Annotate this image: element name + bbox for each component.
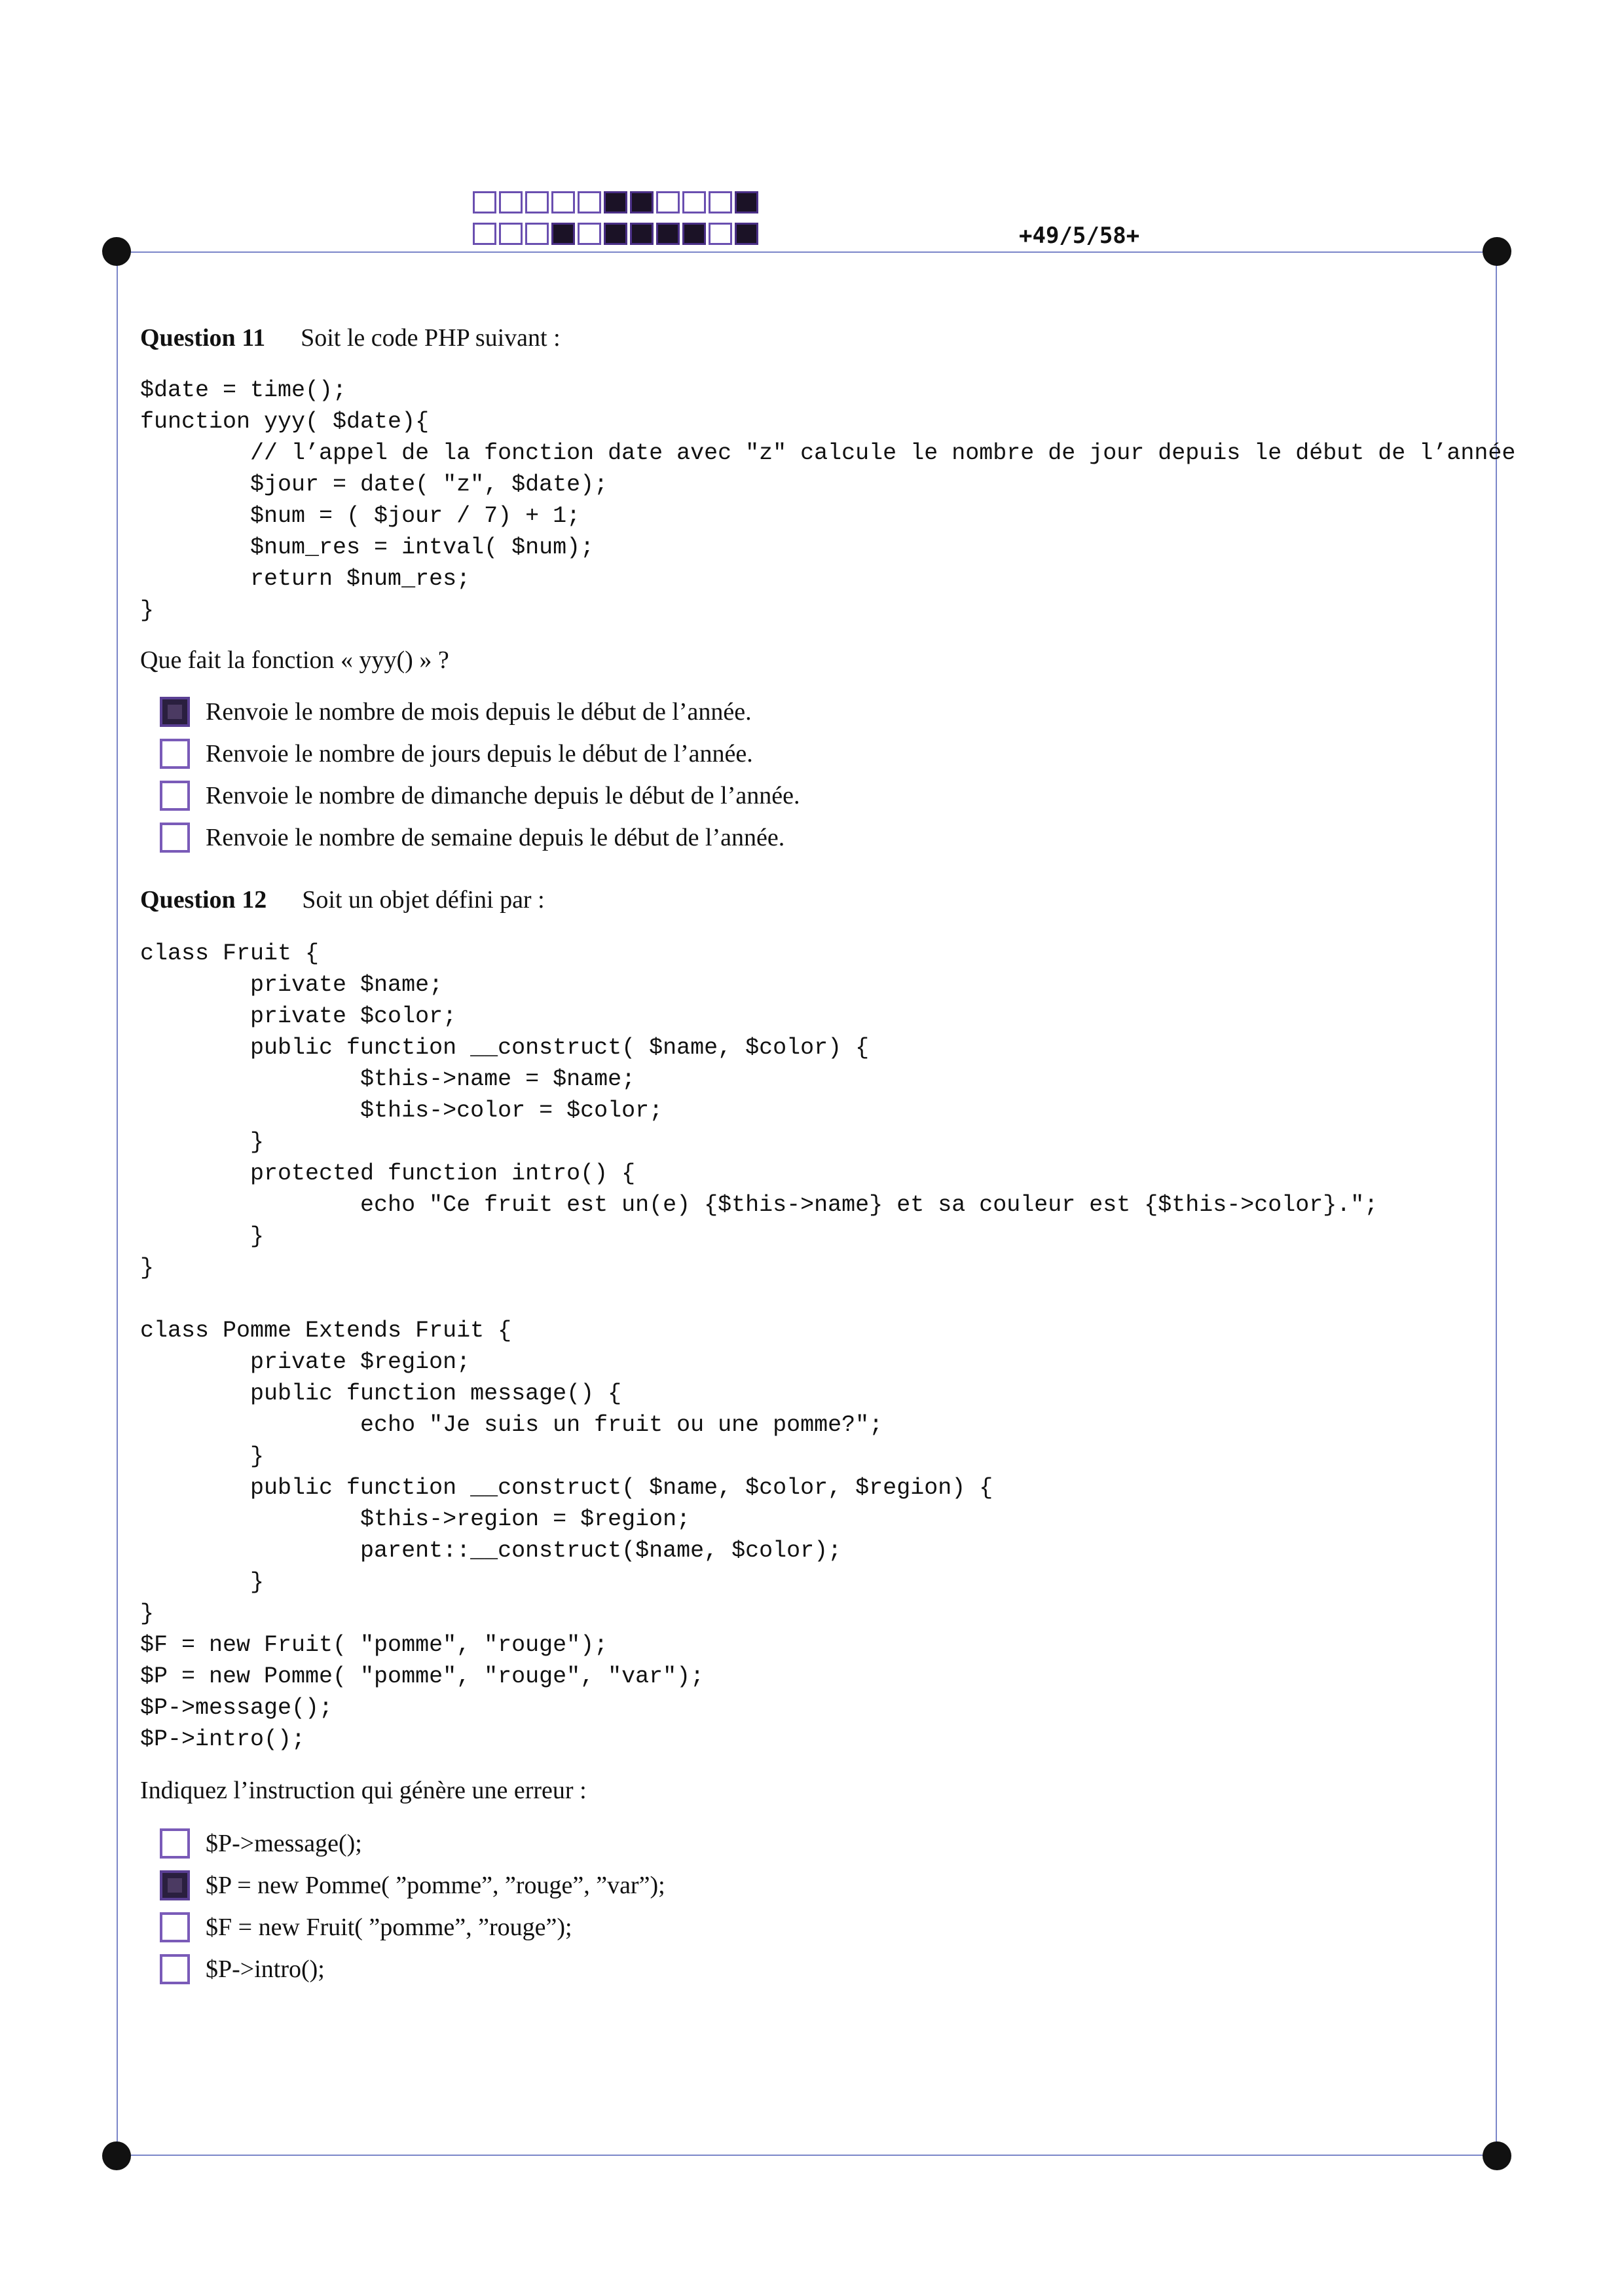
answer-text: $P->message();	[206, 1830, 362, 1857]
checkbox[interactable]	[160, 781, 190, 811]
question-label: Question 12	[140, 886, 267, 914]
code-block-q12: class Fruit { private $name; private $color; public function __construct( $name, $color) { $this->name = $name; $this->color = $color; } protected function intro() { echo "Ce fruit est un(e) {$this->name} et sa couleur est {$this->color}."; } } class Pomme Extends Fruit { private $region; public function message() { echo "Je suis un fruit ou une pomme?"; } public function __construct( $name, $color, $region) { $this->region = $region; parent::__construct($name, $color); } } $F = new Fruit( "pomme", "rouge"); $P = new Pomme( "pomme", "rouge", "var"); $P->message(); $P->intro();	[140, 940, 1378, 1752]
question-11-header	[140, 324, 561, 352]
barcode-cell	[604, 223, 627, 245]
barcode-cell	[735, 223, 758, 245]
answer-q12-3[interactable]	[160, 1912, 572, 1942]
barcode-row-1	[473, 191, 761, 213]
checkbox[interactable]	[160, 697, 190, 727]
barcode-cell	[604, 191, 627, 213]
barcode-cell	[525, 191, 549, 213]
barcode-cell	[656, 191, 680, 213]
corner-mark-bottom-right	[1483, 2141, 1511, 2170]
barcode-cell	[473, 223, 496, 245]
barcode-cell	[709, 223, 732, 245]
answer-q11-1[interactable]	[160, 697, 752, 727]
barcode-cell	[551, 191, 575, 213]
question-title: Soit un objet défini par :	[302, 886, 545, 914]
barcode-cell	[551, 223, 575, 245]
barcode-cell	[525, 223, 549, 245]
barcode-cell	[630, 223, 654, 245]
question-prompt-q12: Indiquez l’instruction qui génère une erreur :	[140, 1777, 587, 1804]
answer-text: Renvoie le nombre de semaine depuis le début de l’année.	[206, 824, 785, 851]
answer-text: $F = new Fruit( ”pomme”, ”rouge”);	[206, 1914, 572, 1941]
checkbox[interactable]	[160, 823, 190, 853]
answer-q11-3[interactable]	[160, 781, 800, 811]
question-prompt-q11: Que fait la fonction « yyy() » ?	[140, 646, 449, 674]
answer-text: $P = new Pomme( ”pomme”, ”rouge”, ”var”);	[206, 1872, 665, 1899]
code-block-q11: $date = time(); function yyy( $date){ // l’appel de la fonction date avec "z" calcule le nombre de jour depuis le début de l’année $jour = date( "z", $date); $num = ( $jour / 7) + 1; $num_res = intval( $num); return $num_res; }	[140, 377, 1516, 623]
answer-text: Renvoie le nombre de jours depuis le début de l’année.	[206, 740, 753, 768]
checkbox[interactable]	[160, 739, 190, 769]
answer-text: Renvoie le nombre de mois depuis le début de l’année.	[206, 698, 752, 726]
barcode-cell	[682, 191, 706, 213]
answer-text: Renvoie le nombre de dimanche depuis le début de l’année.	[206, 782, 800, 809]
answer-q12-2[interactable]	[160, 1870, 665, 1900]
answer-q11-2[interactable]	[160, 739, 753, 769]
corner-mark-top-left	[102, 237, 131, 266]
barcode-cell	[682, 223, 706, 245]
checkbox[interactable]	[160, 1954, 190, 1984]
answer-text: $P->intro();	[206, 1955, 325, 1983]
answer-q12-1[interactable]	[160, 1828, 362, 1859]
barcode-cell	[630, 191, 654, 213]
question-label: Question 11	[140, 324, 266, 352]
barcode-cell	[499, 191, 523, 213]
checkbox[interactable]	[160, 1828, 190, 1859]
barcode-cell	[578, 191, 601, 213]
question-12-header	[140, 885, 545, 914]
barcode-cell	[578, 223, 601, 245]
barcode-cell	[473, 191, 496, 213]
corner-mark-top-right	[1483, 237, 1511, 266]
checkbox[interactable]	[160, 1870, 190, 1900]
barcode-cell	[735, 191, 758, 213]
barcode-cell	[709, 191, 732, 213]
answer-q11-4[interactable]	[160, 823, 784, 853]
answer-q12-4[interactable]	[160, 1954, 325, 1984]
page-id: +49/5/58+	[1019, 223, 1140, 249]
corner-mark-bottom-left	[102, 2141, 131, 2170]
question-title: Soit le code PHP suivant :	[301, 324, 561, 352]
barcode-row-2	[473, 223, 761, 245]
barcode-cell	[499, 223, 523, 245]
barcode-cell	[656, 223, 680, 245]
checkbox[interactable]	[160, 1912, 190, 1942]
